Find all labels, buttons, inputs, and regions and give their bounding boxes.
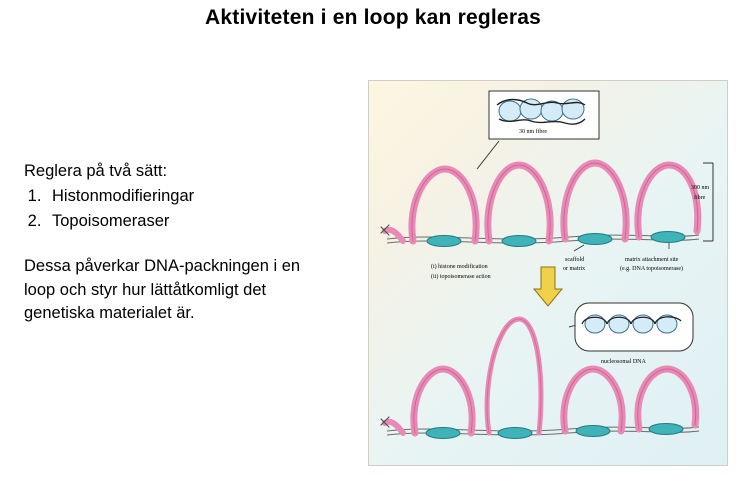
callout-30nm-fibre bbox=[477, 91, 599, 169]
label-action-line2: (ii) topoisomerase action bbox=[431, 274, 491, 280]
label-matrix-line1: matrix attachment site bbox=[625, 257, 679, 263]
label-30nm-fibre: 30 nm fibre bbox=[519, 129, 547, 135]
matrix-label-group bbox=[620, 243, 683, 272]
label-scaffold-line1: scaffold bbox=[565, 257, 585, 263]
chromatin-loops-top bbox=[381, 163, 698, 241]
action-labels bbox=[431, 263, 491, 280]
list-item: 2. Topoisomeraser bbox=[46, 210, 324, 233]
scaffold-attachments-top bbox=[427, 232, 685, 247]
transition-arrow bbox=[534, 267, 562, 306]
body-paragraph: Dessa påverkar DNA-packningen i en loop och styr hur lättåtkomligt det genetiska materialet är. bbox=[24, 257, 301, 323]
method-list bbox=[24, 185, 324, 233]
callout-nucleosomal-dna bbox=[569, 303, 693, 365]
scaffold-attachments-bottom bbox=[426, 424, 683, 439]
label-scaffold-line2: or matrix bbox=[563, 266, 586, 272]
list-item: 1. Histonmodifieringar bbox=[46, 185, 324, 208]
page-title: Aktiviteten i en loop kan regleras bbox=[205, 6, 541, 29]
label-matrix-line2: (e.g. DNA topoisomerase) bbox=[620, 266, 683, 272]
scaffold-label-group bbox=[563, 245, 585, 272]
label-300nm-line2: fibre bbox=[694, 195, 706, 201]
chromatin-loop-figure bbox=[368, 80, 728, 466]
label-action-line1: (i) histone modification bbox=[431, 264, 488, 270]
text-block bbox=[24, 160, 324, 326]
intro-line: Reglera på två sätt: bbox=[24, 162, 168, 180]
label-nucleosomal-dna: nucleosomal DNA bbox=[601, 359, 646, 365]
label-300nm-line1: 300 nm bbox=[691, 185, 710, 191]
